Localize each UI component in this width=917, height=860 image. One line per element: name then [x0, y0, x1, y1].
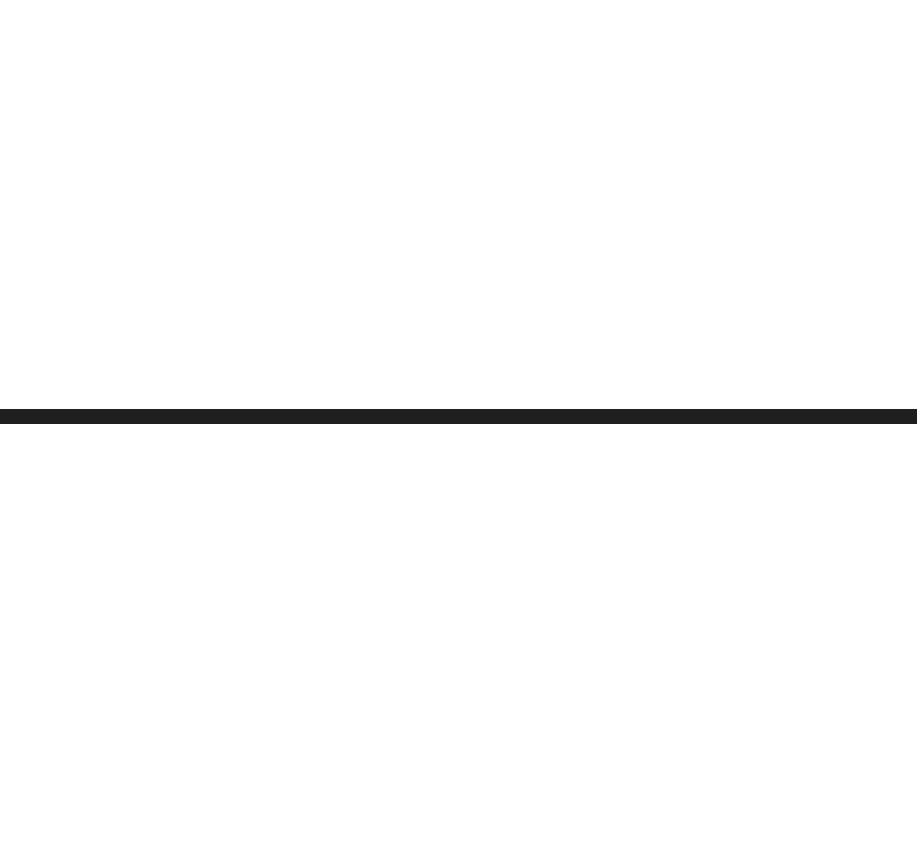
table-page-bottom — [0, 496, 917, 860]
page-divider — [0, 409, 917, 424]
table-page-top — [0, 0, 917, 330]
